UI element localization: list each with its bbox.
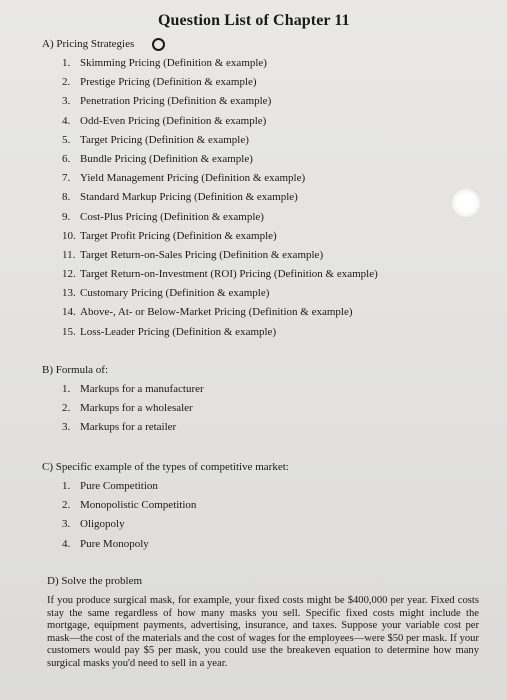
item-number: 8. [62, 191, 71, 204]
list-item [62, 150, 378, 169]
list-item [62, 284, 378, 303]
cursor-ring-icon [152, 38, 165, 51]
item-text: Target Profit Pricing (Definition & example) [80, 229, 277, 242]
item-number: 1. [62, 480, 71, 492]
list-item [62, 246, 378, 265]
section-a-heading: A) Pricing Strategies [42, 38, 135, 50]
section-a-list [62, 54, 378, 342]
item-number: 11. [62, 248, 76, 261]
section-b-list [62, 380, 204, 438]
item-text: Pure Competition [80, 480, 158, 492]
list-item [62, 399, 204, 418]
list-item [62, 515, 196, 534]
section-b-heading: B) Formula of: [42, 364, 108, 376]
list-item [62, 169, 378, 188]
list-item [62, 535, 196, 554]
item-text: Monopolistic Competition [80, 499, 197, 512]
item-text: Target Pricing (Definition & example) [80, 133, 249, 146]
list-item [62, 477, 196, 496]
list-item [62, 54, 378, 73]
item-text: Odd-Even Pricing (Definition & example) [80, 114, 267, 127]
item-number: 2. [62, 402, 71, 415]
list-item [62, 208, 378, 227]
item-text: Skimming Pricing (Definition & example) [80, 57, 267, 69]
list-item [62, 188, 378, 207]
section-c-list [62, 477, 196, 554]
item-text: Loss-Leader Pricing (Definition & example) [80, 325, 277, 338]
list-item [62, 227, 378, 246]
list-item [62, 73, 378, 92]
page-title: Question List of Chapter 11 [158, 12, 350, 29]
item-number: 6. [62, 152, 71, 165]
item-number: 3. [62, 95, 71, 108]
item-text: Customary Pricing (Definition & example) [80, 287, 270, 300]
item-number: 14. [62, 306, 76, 319]
item-text: Pure Monopoly [80, 537, 149, 550]
item-text: Oligopoly [80, 518, 125, 531]
list-item [62, 92, 378, 111]
item-number: 4. [62, 537, 71, 550]
item-number: 4. [62, 114, 71, 127]
item-number: 1. [62, 57, 71, 69]
section-d-heading: D) Solve the problem [47, 575, 143, 587]
item-number: 13. [62, 287, 76, 300]
section-c-heading: C) Specific example of the types of competitive market: [42, 461, 289, 473]
item-number: 15. [62, 325, 76, 338]
item-text: Standard Markup Pricing (Definition & example) [80, 191, 298, 204]
item-text: Prestige Pricing (Definition & example) [80, 76, 257, 89]
item-text: Markups for a manufacturer [80, 383, 204, 395]
item-number: 3. [62, 518, 71, 531]
item-number: 3. [62, 421, 71, 434]
item-number: 7. [62, 172, 71, 185]
item-number: 2. [62, 499, 71, 512]
light-glare [452, 189, 480, 217]
list-item [62, 131, 378, 150]
item-text: Target Return-on-Sales Pricing (Definition & example) [80, 248, 324, 261]
list-item [62, 303, 378, 322]
list-item [62, 380, 204, 399]
item-number: 12. [62, 268, 76, 281]
item-text: Yield Management Pricing (Definition & example) [80, 172, 306, 185]
list-item [62, 323, 378, 342]
list-item [62, 418, 204, 437]
item-text: Bundle Pricing (Definition & example) [80, 152, 253, 165]
item-number: 1. [62, 383, 71, 395]
item-text: Above-, At- or Below-Market Pricing (Definition & example) [80, 306, 353, 319]
item-number: 10. [62, 229, 76, 242]
item-number: 9. [62, 210, 71, 223]
item-text: Target Return-on-Investment (ROI) Pricing (Definition & example) [80, 268, 378, 281]
item-text: Cost-Plus Pricing (Definition & example) [80, 210, 264, 223]
problem-paragraph: If you produce surgical mask, for example, your fixed costs might be $400,000 per year. Fixed costs stay the same regardless of how many masks you sell. Specific fixed costs might include the mortgage, equipment payments, advertising, insurance, and taxes. Suppose your variable cost per mask—the cost of the materials and the cost of wages for the employees—were $50 per mask. If your customers would pay $5 per mask, you could use the breakeven equation to determine how many surgical masks you'd need to sell in a year. [47, 595, 479, 669]
list-item [62, 265, 378, 284]
item-number: 5. [62, 133, 71, 146]
item-text: Markups for a wholesaler [80, 402, 193, 415]
list-item [62, 496, 196, 515]
list-item [62, 112, 378, 131]
item-text: Markups for a retailer [80, 421, 177, 434]
item-number: 2. [62, 76, 71, 89]
item-text: Penetration Pricing (Definition & example) [80, 95, 272, 108]
